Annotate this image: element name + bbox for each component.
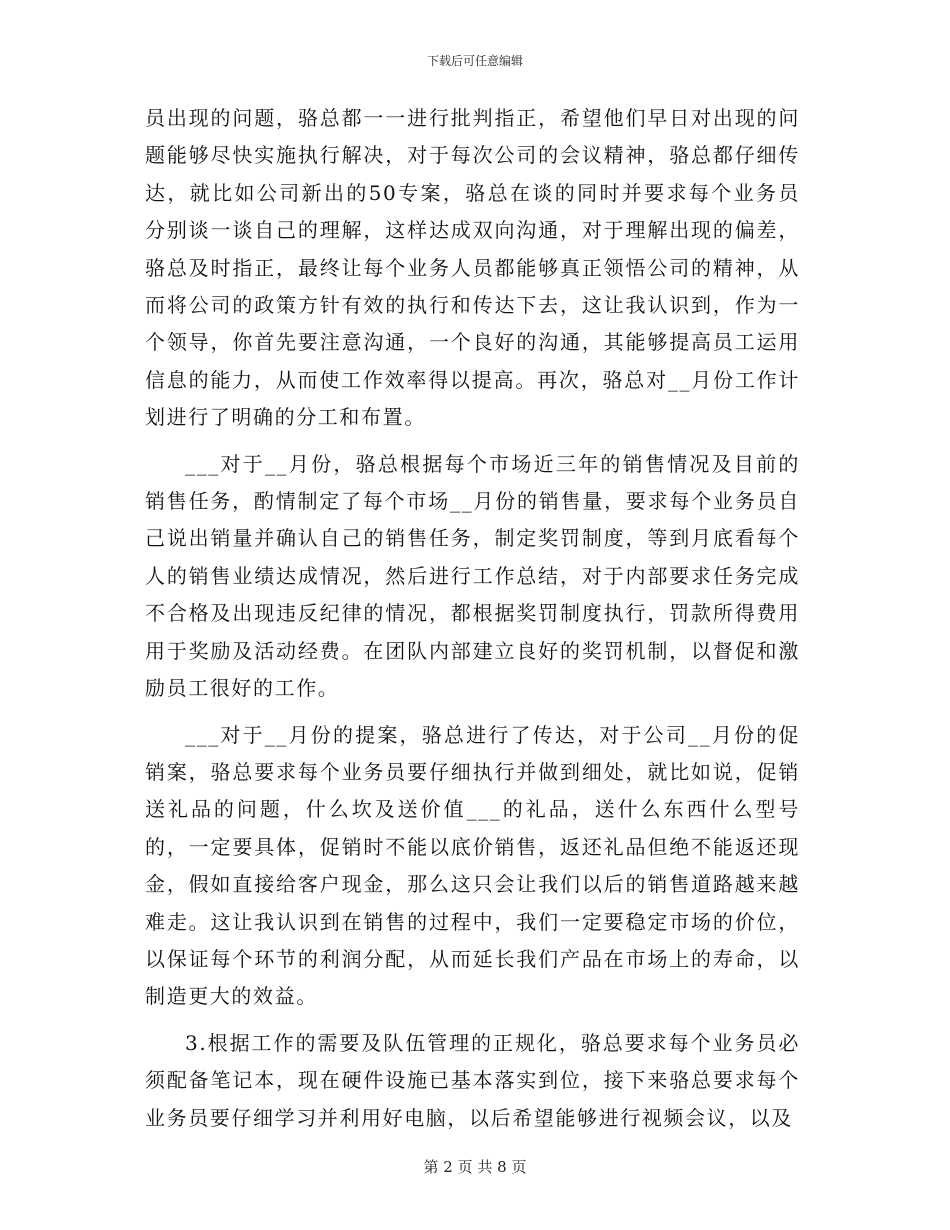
page-footer: 第 2 页 共 8 页 <box>423 1158 527 1176</box>
document-body <box>145 100 800 1146</box>
paragraph-4: 3.根据工作的需要及队伍管理的正规化，骆总要求每个业务员必须配备笔记本，现在硬件设施已基本落实到位，接下来骆总要求每个业务员要仔细学习并利用好电脑，以后希望能够进行视频会议，以及 <box>145 1030 800 1130</box>
paragraph-2: ___对于__月份，骆总根据每个市场近三年的销售情况及目前的销售任务，酌情制定了每个市场__月份的销售量，要求每个业务员自己说出销量并确认自己的销售任务，制定奖罚制度，等到月底看每个人的销售业绩达成情况，然后进行工作总结，对于内部要求任务完成不合格及出现违反纪律的情况，都根据奖罚制度执行，罚款所得费用用于奖励及活动经费。在团队内部建立良好的奖罚机制，以督促和激励员工很好的工作。 <box>145 451 800 701</box>
page-header: 下载后可任意编辑 <box>426 54 523 68</box>
paragraph-3: ___对于__月份的提案，骆总进行了传达，对于公司__月份的促销案，骆总要求每个业务员要仔细执行并做到细处，就比如说，促销送礼品的问题，什么坎及送价值___的礼品，送什么东西什么型号的，一定要具体，促销时不能以底价销售，返还礼品但绝不能返还现金，假如直接给客户现金，那么这只会让我们以后的销售道路越来越难走。这让我认识到在销售的过程中，我们一定要稳定市场的价位，以保证每个环节的利润分配，从而延长我们产品在市场上的寿命，以制造更大的效益。 <box>145 722 800 1009</box>
paragraph-1: 员出现的问题，骆总都一一进行批判指正，希望他们早日对出现的问题能够尽快实施执行解决，对于每次公司的会议精神，骆总都仔细传达，就比如公司新出的50专案，骆总在谈的同时并要求每个业务员分别谈一谈自己的理解，这样达成双向沟通，对于理解出现的偏差，骆总及时指正，最终让每个业务人员都能够真正领悟公司的精神，从而将公司的政策方针有效的执行和传达下去，这让我认识到，作为一个领导，你首先要注意沟通，一个良好的沟通，其能够提高员工运用信息的能力，从而使工作效率得以提高。再次，骆总对__月份工作计划进行了明确的分工和布置。 <box>145 106 800 430</box>
